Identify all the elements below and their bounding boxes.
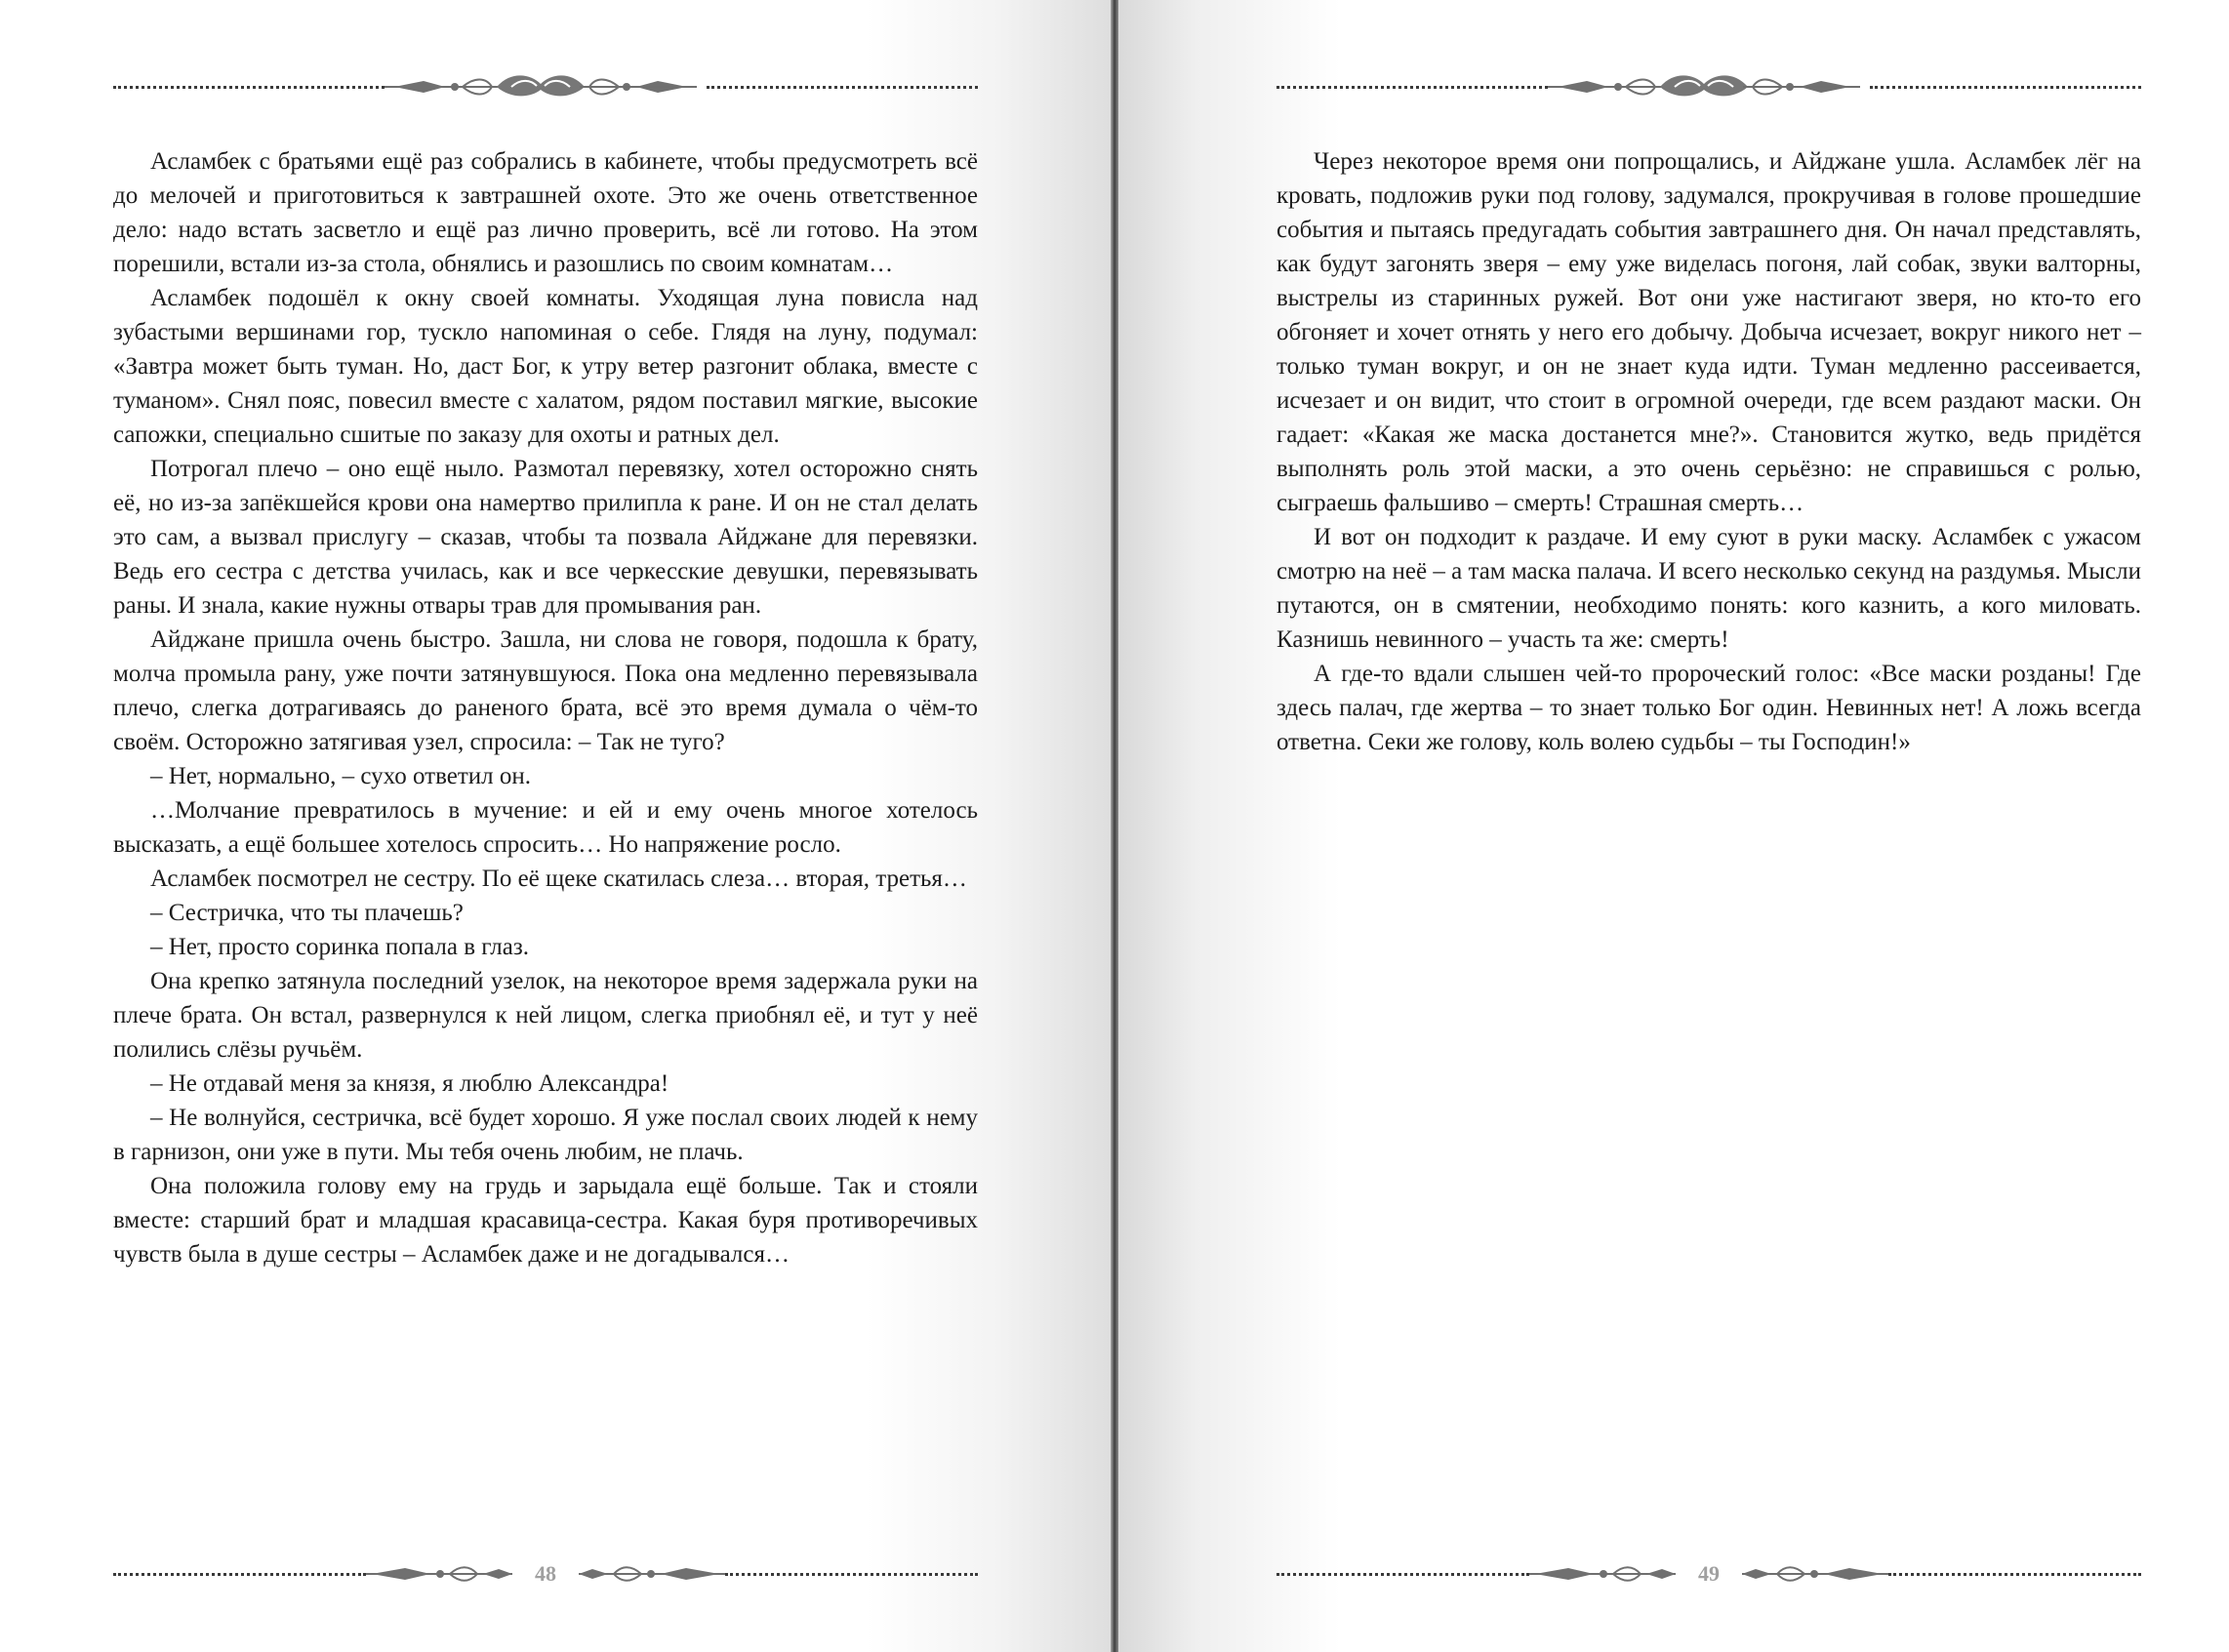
paragraph: – Нет, нормально, – сухо ответил он.: [150, 763, 531, 789]
dotted-rule: [1277, 1573, 1529, 1576]
ornament-flourish-icon: [1548, 72, 1870, 101]
dotted-rule: [725, 1573, 978, 1576]
dotted-rule: [1870, 86, 2141, 89]
left-page-text: [113, 144, 978, 1271]
ornament-flourish-icon: [1529, 1559, 1682, 1589]
book-spine: [1111, 0, 1118, 1652]
page-number: 49: [1698, 1561, 1720, 1586]
paragraph: Через некоторое время они попрощались, и Айджане ушла. Асламбек лёг на кровать, подложив руки под голову, задумался, прокручивая в голове прошедшие события и пытаясь предугадать события завтрашнего дня. Он начал представлять, как будут загонять зверя – ему уже виделась погоня, лай собак, звуки валторны, выстрелы из старинных ружей. Вот они уже настигают зверя, но кто-то его обгоняет и хочет отнять у него его добычу. Добыча исчезает, вокруг никого нет – только туман вокруг, и он не знает куда идти. Туман медленно рассеивается, исчезает и он видит, что стоит в огромной очереди, где всем раздают маски. Он гадает: «Какая же маска достанется мне?». Становится жутко, ведь придётся выполнять роль этой маски, а это очень серьёзно: не справишься с ролью, сыграешь фальшиво – смерть! Страшная смерть…: [1277, 148, 2141, 516]
paragraph: – Нет, просто соринка попала в глаз.: [150, 934, 529, 960]
paragraph: Потрогал плечо – оно ещё ныло. Размотал перевязку, хотел осторожно снять её, но из-за запёкшейся крови она намертво прилипла к ране. И он не стал делать это сам, а вызвал прислугу – сказав, чтобы та позвала Айджане для перевязки. Ведь его сестра с детства училась, как и все черкесские девушки, перевязывать раны. И знала, какие нужны отвары трав для промывания ран.: [113, 456, 978, 619]
left-page: [0, 0, 1111, 1652]
header-ornament: [1277, 72, 2141, 101]
ornament-flourish-icon: [385, 72, 707, 101]
dotted-rule: [707, 86, 978, 89]
paragraph: Она крепко затянула последний узелок, на некоторое время задержала руки на плече брата. Он встал, развернулся к ней лицом, слегка приобнял её, и тут у неё полились слёзы ручьём.: [113, 968, 978, 1063]
footer-ornament: [1277, 1559, 2141, 1589]
dotted-rule: [1888, 1573, 2141, 1576]
paragraph: И вот он подходит к раздаче. И ему суют в руки маску. Асламбек с ужасом смотрю на неё – а там маска палача. И всего несколько секунд на раздумья. Мысли путаются, он в смятении, необходимо понять: кого казнить, а кого миловать. Казнишь невинного – участь та же: смерть!: [1277, 524, 2141, 653]
paragraph: – Не волнуйся, сестричка, всё будет хорошо. Я уже послал своих людей к нему в гарнизон, они уже в пути. Мы тебя очень любим, не плачь.: [113, 1105, 978, 1165]
paragraph: Асламбек посмотрел не сестру. По её щеке скатилась слеза… вторая, третья…: [150, 866, 967, 892]
right-page-text: [1277, 144, 2141, 759]
dotted-rule: [1277, 86, 1548, 89]
paragraph: Асламбек с братьями ещё раз собрались в кабинете, чтобы предусмотреть всё до мелочей и приготовиться к завтрашней охоте. Это же очень ответственное дело: надо встать засветло и ещё раз лично проверить, всё ли готово. На этом порешили, встали из-за стола, обнялись и разошлись по своим комнатам…: [113, 148, 978, 277]
ornament-flourish-icon: [366, 1559, 518, 1589]
dotted-rule: [113, 1573, 366, 1576]
paragraph: …Молчание превратилось в мучение: и ей и ему очень многое хотелось высказать, а ещё большее хотелось спросить… Но напряжение росло.: [113, 797, 978, 858]
header-ornament: [113, 72, 978, 101]
paragraph: Айджане пришла очень быстро. Зашла, ни слова не говоря, подошла к брату, молча промыла рану, уже почти затянувшуюся. Пока она медленно перевязывала плечо, слегка дотрагиваясь до раненого брата, всё это время думала о чём-то своём. Осторожно затягивая узел, спросила: – Так не туго?: [113, 626, 978, 755]
paragraph: – Не отдавай меня за князя, я люблю Александра!: [150, 1070, 669, 1097]
dotted-rule: [113, 86, 385, 89]
ornament-flourish-icon: [1736, 1559, 1888, 1589]
ornament-flourish-icon: [573, 1559, 725, 1589]
paragraph: Асламбек подошёл к окну своей комнаты. Уходящая луна повисла над зубастыми вершинами гор, тускло напоминая о себе. Глядя на луну, подумал: «Завтра может быть туман. Но, даст Бог, к утру ветер разгонит облака, вместе с туманом». Снял пояс, повесил вместе с халатом, рядом поставил мягкие, высокие сапожки, специально сшитые по заказу для охоты и ратных дел.: [113, 285, 978, 448]
footer-ornament: [113, 1559, 978, 1589]
right-page: [1118, 0, 2229, 1652]
paragraph: – Сестричка, что ты плачешь?: [150, 900, 464, 926]
paragraph: Она положила голову ему на грудь и зарыдала ещё больше. Так и стояли вместе: старший брат и младшая красавица-сестра. Какая буря противоречивых чувств была в душе сестры – Асламбек даже и не догадывался…: [113, 1173, 978, 1268]
paragraph: А где-то вдали слышен чей-то пророческий голос: «Все маски розданы! Где здесь палач, где жертва – то знает только Бог один. Невинных нет! А ложь всегда ответна. Секи же голову, коль волею судьбы – ты Господин!»: [1277, 661, 2141, 755]
page-number: 48: [535, 1561, 556, 1586]
